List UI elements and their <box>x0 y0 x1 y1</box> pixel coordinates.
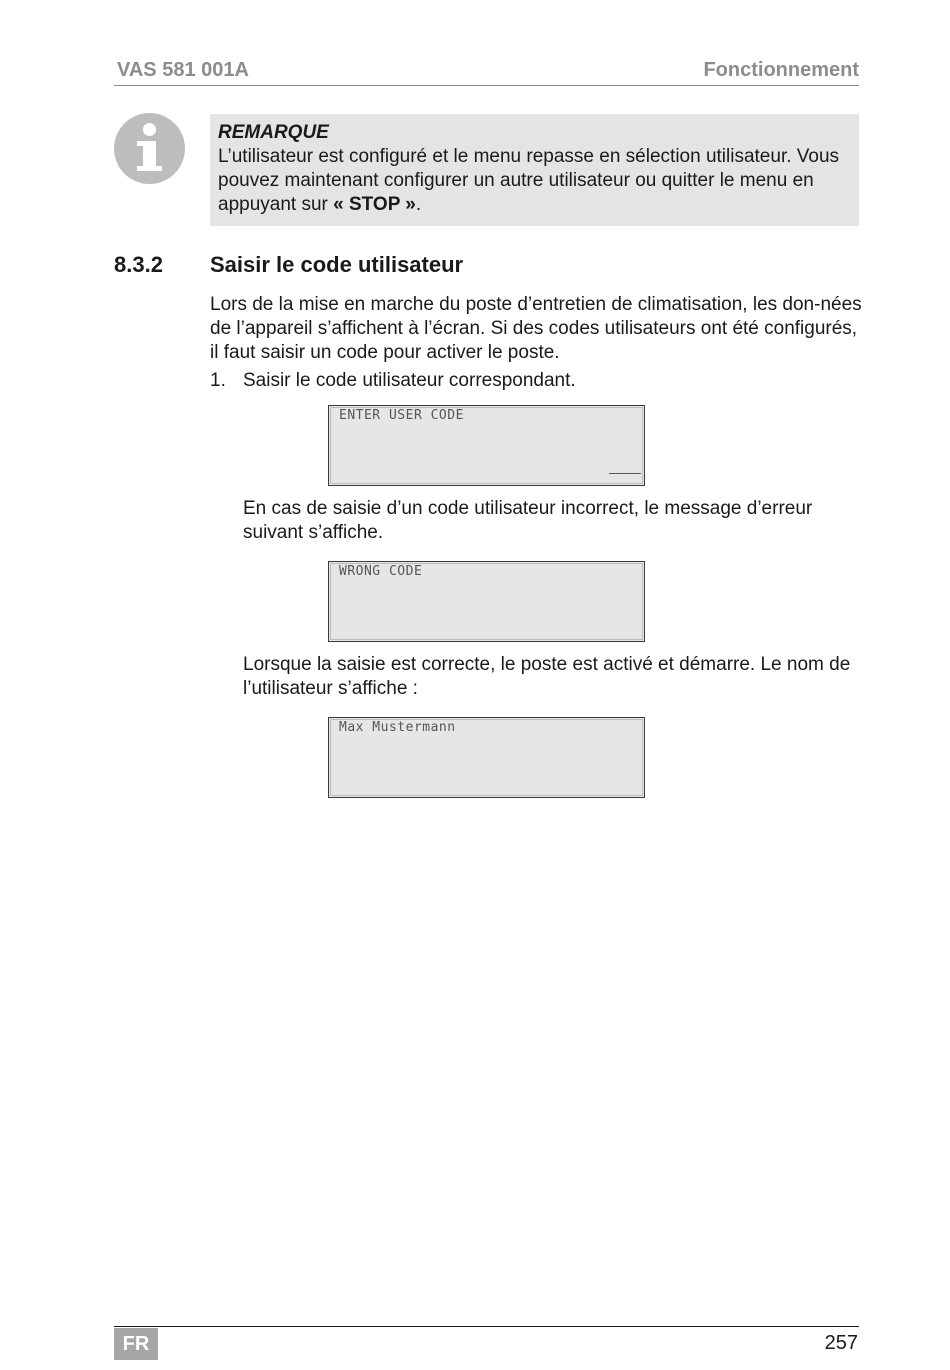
step-text: Saisir le code utilisateur correspondant. <box>243 370 576 391</box>
footer-divider <box>114 1326 859 1327</box>
display-text: Max Mustermann <box>339 720 456 735</box>
intro-paragraph: Lors de la mise en marche du poste d’entretien de climatisation, les don-​nées de l’appareil s’affichent à l’écran. Si des codes utilisateurs ont été configurés, il faut saisir un code pour activer le poste. <box>210 294 862 363</box>
display-text: ENTER USER CODE <box>339 408 464 423</box>
chapter-title: Fonctionnement <box>703 59 859 81</box>
note-title: REMARQUE <box>218 122 329 143</box>
correct-code-paragraph: Lorsque la saisie est correcte, le poste est activé et démarre. Le nom de l’utilisateur s’affiche : <box>243 654 851 699</box>
display-text: WRONG CODE <box>339 564 423 579</box>
section-title: Saisir le code utilisateur <box>210 252 464 277</box>
document-code: VAS 581 001A <box>117 59 249 81</box>
input-cursor <box>609 473 641 474</box>
display-enter-user-code <box>328 405 645 486</box>
wrong-code-paragraph: En cas de saisie d’un code utilisateur incorrect, le message d’erreur suivant s’affiche. <box>243 498 813 543</box>
display-user-name <box>328 717 645 798</box>
display-wrong-code <box>328 561 645 642</box>
page-header <box>114 58 859 86</box>
note-text: L’utilisateur est configuré et le menu repasse en sélection utilisateur. Vous pouvez maintenant configurer un autre utilisateur ou quitter le menu en appuyant sur « STOP ». <box>218 146 840 215</box>
language-badge: FR <box>114 1328 158 1360</box>
page-number: 257 <box>824 1332 858 1354</box>
note-box <box>210 114 859 226</box>
step-number: 1. <box>210 370 226 391</box>
stop-key-label: « STOP » <box>333 194 416 215</box>
info-icon <box>114 113 185 184</box>
section-number: 8.3.2 <box>114 252 163 277</box>
